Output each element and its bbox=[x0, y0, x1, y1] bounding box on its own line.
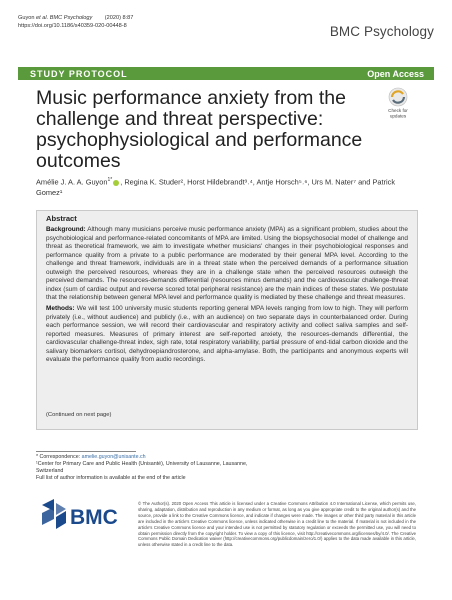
citation-authors: Guyon bbox=[18, 15, 37, 21]
doi-link[interactable]: https://doi.org/10.1186/s40359-020-00448-8 bbox=[18, 22, 127, 29]
bmc-logo bbox=[40, 497, 136, 535]
first-author[interactable]: Amélie J. A. A. Guyon bbox=[36, 177, 108, 187]
check-badge-line2: updates bbox=[389, 113, 407, 119]
first-author-marks: 1* bbox=[107, 177, 113, 183]
footnote bbox=[36, 454, 256, 482]
methods-label: Methods: bbox=[46, 305, 75, 313]
citation-volume: (2020) 8:87 bbox=[104, 15, 134, 21]
license-text: © The Author(s). 2020 Open Access This article is licensed under a Creative Commons Attribution 4.0 International License, which permits use, sharing, adaptation, distribution and reproduction in any medium or format, as long as you give appropriate credit to the original author(s) and the source, provide a link to the Creative Commons licence, and indicate if changes were made. The images or other third party material in this article are included in the article's Creative Commons licence, unless indicated otherwise in a credit line to the material. If material is not included in the article's Creative Commons licence and your intended use is not permitted by statutory regulation or exceeds the permitted use, you will need to obtain permission directly from the copyright holder. To view a copy of this licence, visit http://creativecommons.org/licenses/by/4.0/. The Creative Commons Public Domain Dedication waiver (http://creativecommons.org/publicdomain/zero/1.0/) applies to the data made available in this article, unless otherwise stated in a credit line to the data. bbox=[138, 501, 416, 548]
author-list bbox=[36, 175, 416, 198]
article-type-label: STUDY PROTOCOL bbox=[30, 68, 128, 79]
check-badge-line1: Check for bbox=[388, 108, 408, 113]
article-title: Music performance anxiety from the challenge and threat perspective: psychophysiological and performance outcomes bbox=[36, 87, 363, 172]
open-access-label: Open Access bbox=[367, 68, 424, 79]
other-authors: , Regina K. Studer², Horst Hildebrandt³˒⁴, Antje Horsch⁵˒⁶, Urs M. Nater⁷ and Patrick Gomez¹ bbox=[36, 177, 396, 197]
journal-name: BMC Psychology bbox=[329, 24, 434, 39]
correspondence-prefix: * Correspondence: bbox=[36, 454, 82, 460]
methods-text: We will test 100 university music students reporting general MPA levels ranging from low to high. They will perform privately (i.e., without audience) and publicly (i.e., with an audience) on two separate days in counterbalanced order. During each performance session, we will record their cardiovascular and respiratory activity and collect saliva samples and self-reported measures. Measures of primary interest are self-reported anxiety, the resources-demands differential, the cardiovascular challenge-threat index, sigh rate, total respiratory variability, partial pressure of end-tidal carbon dioxide and the salivary biomarkers cortisol, dehydroepiandrosterone, and alpha-amylase. Both, the participants and anonymous experts will evaluate the performance quality from audio recordings. bbox=[46, 305, 408, 364]
citation-journal: et al. BMC Psychology bbox=[36, 15, 93, 21]
background-text: Although many musicians perceive music performance anxiety (MPA) as a significant problem, studies about the psychobiological and performance-related concomitants of MPA are limited. Using the biopsychosocial model of challenge and threat as theoretical framework, we aim to investigate whether musicians' changes in their psychobiological responses and performance quality from a private to a public performance are moderated by their general MPA level. According to the challenge and threat framework, individuals are in a threat state when the perceived demands of a performance situation outweigh the perceived resources, whereas they are in a challenge state when the perceived resources outweigh the perceived demands. The resources-demands differential (resources minus demands) and the cardiovascular challenge-threat index (sum of cardiac output and reverse scored total peripheral resistance) are the main indices of these states. We postulate that the relationship between general MPA level and performance quality is mediated by these challenge and threat measures. bbox=[46, 226, 408, 302]
article-type-band bbox=[18, 67, 434, 80]
abstract-body bbox=[46, 226, 408, 367]
citation-line bbox=[18, 15, 133, 23]
correspondence-email[interactable]: amelie.guyon@unisante.ch bbox=[81, 454, 146, 460]
correspondence bbox=[36, 454, 256, 461]
bmc-logo-icon bbox=[40, 497, 136, 535]
abstract-background bbox=[46, 226, 408, 303]
bmc-logo-text: BMC bbox=[70, 506, 118, 529]
abstract-heading: Abstract bbox=[46, 214, 77, 223]
affiliation-more: Full list of author information is available at the end of the article bbox=[36, 475, 186, 481]
footnote-divider bbox=[36, 451, 136, 452]
background-label: Background: bbox=[46, 226, 86, 233]
affiliation-1: ¹Center for Primary Care and Public Health (Unisanté), University of Lausanne, Lausanne, Switzerland bbox=[36, 461, 248, 474]
citation-header bbox=[18, 15, 133, 30]
orcid-icon[interactable] bbox=[113, 180, 119, 186]
continued-note: (Continued on next page) bbox=[46, 412, 112, 418]
abstract-methods bbox=[46, 305, 408, 365]
check-for-updates-badge[interactable] bbox=[378, 86, 418, 122]
check-updates-icon bbox=[378, 86, 418, 122]
